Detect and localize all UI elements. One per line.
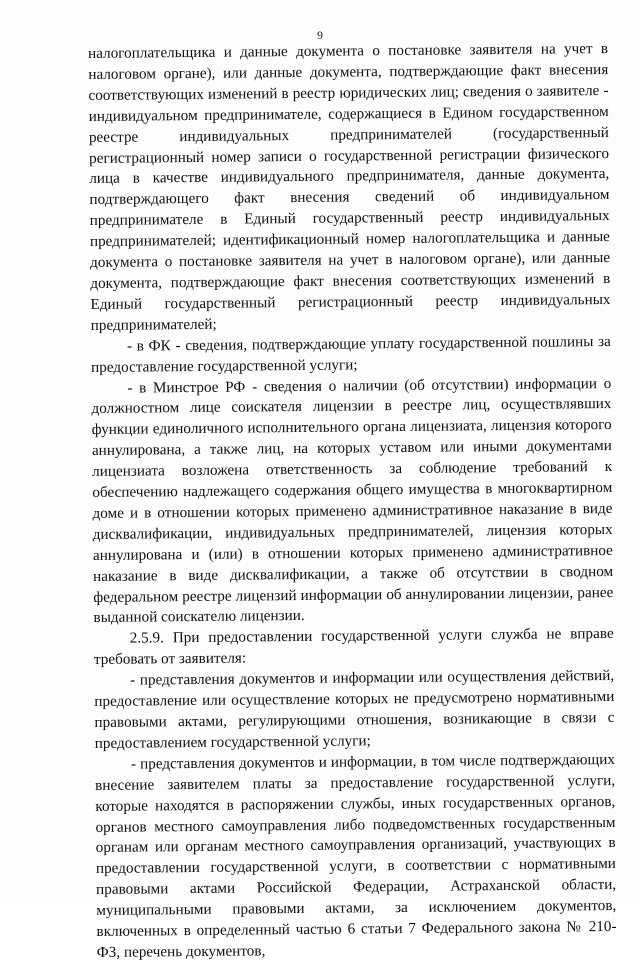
paragraph-section-2-5-9: 2.5.9. При предоставлении государственной услуги служба не вправе требовать от заявителя: <box>93 625 614 669</box>
paragraph-minstroy: - в Минстрое РФ - сведения о наличии (об отсутствии) информации о должностном лице соискателя лицензии в реестре лиц, осуществлявших функции единоличного исполнительного органа лицензиата, лицензия которого аннулирована, а также лиц, на которых уставом или иными документами лицензиата возложена ответственность за соблюдение требований к обеспечению надлежащего содержания общего имущества в многоквартирном доме и в отношении которых применено административное наказание в виде дисквалификации, индивидуальных предпринимателей, лицензия которых аннулирована и (или) в отношении которых применено административное наказание в виде дисквалификации, а также об отсутствии в сводном федеральном реестре лицензий информации об аннулировании лицензии, ранее выданной соискателю лицензии. <box>91 374 614 627</box>
paragraph-documents-information: - представления документов и информации, в том числе подтверждающих внесение заявителем платы за предоставление государственной услуги, которые находятся в распоряжении службы, иных государственных органов, органов местного самоуправления либо подведомственных государственным органам или органам местного самоуправления организаций, участвующих в предоставлении государственной услуги, в соответствии с нормативными правовыми актами Российской Федерации, Астраханской области, муниципальными правовыми актами, за исключением документов, включенных в определенный частью 6 статьи 7 Федерального закона № 210-ФЗ, перечень документов, <box>95 750 617 961</box>
document-body <box>88 39 617 964</box>
paragraph-applicant-info: налогоплательщика и данные документа о постановке заявителя на учет в налоговом органе), или данные документа, подтверждающие факт внесения соответствующих изменений в реестр юридических лиц; сведения о заявителе - индивидуальном предпринимателе, содержащиеся в Едином государственном реестре индивидуальных предпринимателей (государственный регистрационный номер записи о государственной регистрации физического лица в качестве индивидуального предпринимателя, данные документа, подтверждающего факт внесения сведений об индивидуальном предпринимателе в Единый государственный реестр индивидуальных предпринимателей; идентификационный номер налогоплательщика и данные документа о постановке заявителя на учет в налоговом органе), или данные документа, подтверждающие факт внесения соответствующих изменений в Единый государственный регистрационный реестр индивидуальных предпринимателей; <box>88 40 611 334</box>
page-number: 9 <box>317 28 323 42</box>
paragraph-documents-actions: - представления документов и информации или осуществления действий, предоставление или осуществление которых не предусмотрено нормативными правовыми актами, регулирующими отношения, возникающие в связи с предоставлением государственной услуги; <box>94 667 615 752</box>
paragraph-fk-fee: - в ФК - сведения, подтверждающие уплату государственной пошлины за предоставление государственной услуги; <box>91 332 611 376</box>
